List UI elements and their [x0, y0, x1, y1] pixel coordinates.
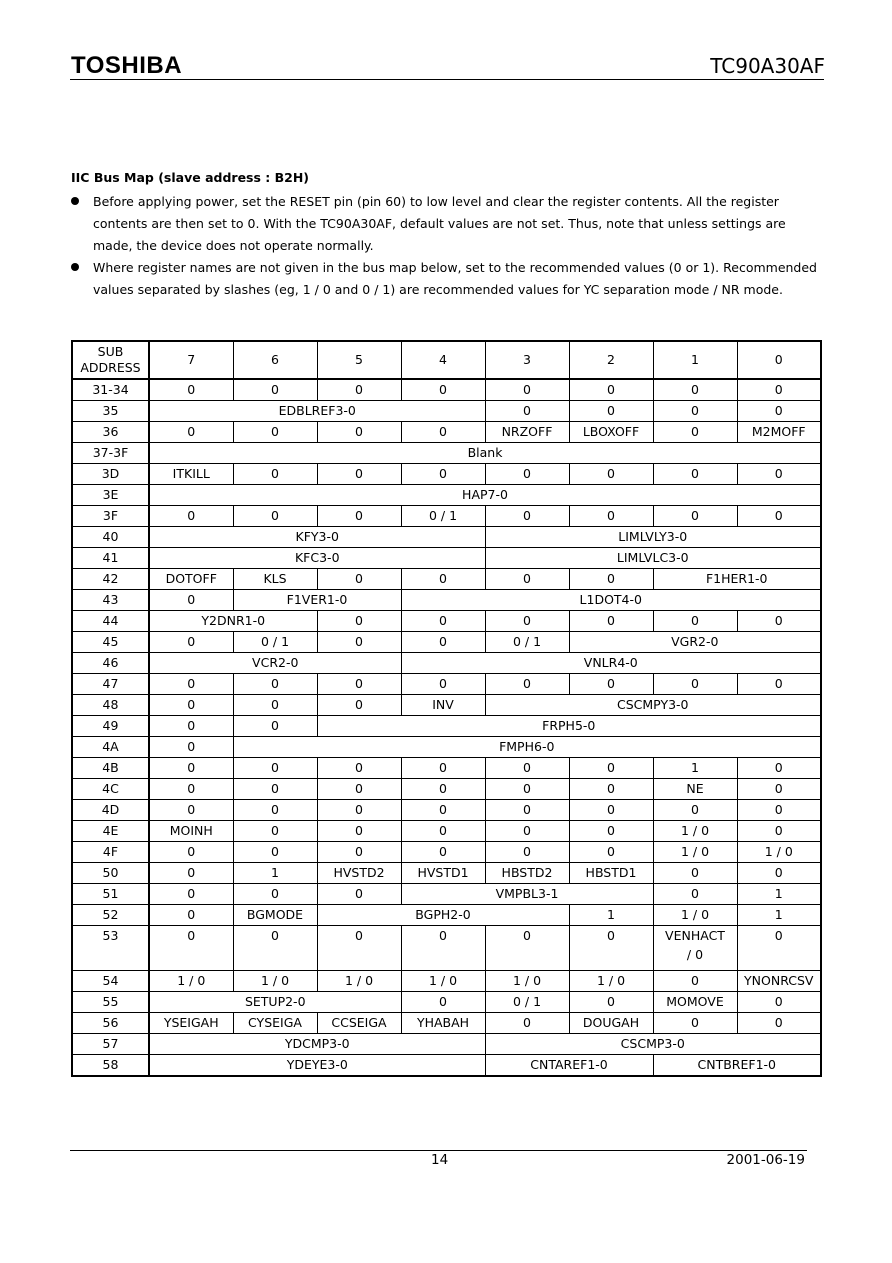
register-cell: 0: [653, 379, 737, 401]
register-cell: KLS: [233, 569, 317, 590]
sub-address-cell: 48: [72, 695, 149, 716]
register-cell: 0: [737, 506, 821, 527]
header-bit-4: 4: [401, 341, 485, 379]
register-cell: CNTBREF1-0: [653, 1055, 821, 1077]
register-cell: 0: [485, 464, 569, 485]
register-cell: 0: [233, 464, 317, 485]
register-cell: 0: [233, 779, 317, 800]
register-cell: 0: [653, 611, 737, 632]
table-row: [72, 1055, 821, 1077]
register-cell: 0: [569, 506, 653, 527]
table-row: [72, 464, 821, 485]
sub-address-cell: 35: [72, 401, 149, 422]
sub-address-cell: 36: [72, 422, 149, 443]
header-bit-1: 1: [653, 341, 737, 379]
bullet-list: [71, 191, 821, 301]
table-body: [72, 341, 821, 1076]
register-cell: VCR2-0: [149, 653, 401, 674]
part-number: TC90A30AF: [710, 54, 825, 78]
sub-address-cell: 4A: [72, 737, 149, 758]
table-row: [72, 590, 821, 611]
register-cell: CNTAREF1-0: [485, 1055, 653, 1077]
sub-address-cell: 40: [72, 527, 149, 548]
register-cell: 1 / 0: [149, 971, 233, 992]
register-cell: 0: [317, 422, 401, 443]
table-row: [72, 716, 821, 737]
register-cell: 0: [737, 674, 821, 695]
register-cell: 0: [737, 800, 821, 821]
register-cell: 0: [401, 464, 485, 485]
bullet-icon: [71, 197, 79, 205]
register-cell: 0: [233, 842, 317, 863]
register-cell: 0: [401, 992, 485, 1013]
register-cell: 0: [653, 971, 737, 992]
register-cell: 0: [233, 800, 317, 821]
register-cell: 0: [317, 758, 401, 779]
header-bit-5: 5: [317, 341, 401, 379]
register-cell: 0: [149, 632, 233, 653]
register-cell: 0: [737, 758, 821, 779]
sub-address-cell: 42: [72, 569, 149, 590]
sub-address-cell: 56: [72, 1013, 149, 1034]
table-row: [72, 800, 821, 821]
register-cell: 0: [317, 884, 401, 905]
header-rule: [70, 79, 824, 80]
header-bit-0: 0: [737, 341, 821, 379]
bullet-text: Before applying power, set the RESET pin (pin 60) to low level and clear the register contents. All the register contents are then set to 0. With the TC90A30AF, default values are not set. Thus, note that unless settings are made, the device does not operate normally.: [93, 194, 786, 253]
register-cell: 0: [401, 842, 485, 863]
register-cell: CSCMP3-0: [485, 1034, 821, 1055]
sub-address-cell: 4C: [72, 779, 149, 800]
register-cell: YSEIGAH: [149, 1013, 233, 1034]
register-cell: 0: [485, 800, 569, 821]
register-cell: 0: [317, 464, 401, 485]
register-cell: [653, 926, 737, 971]
iic-bus-map-table: [71, 340, 822, 1077]
register-cell: CYSEIGA: [233, 1013, 317, 1034]
register-cell: YDCMP3-0: [149, 1034, 485, 1055]
register-cell: 0: [317, 569, 401, 590]
register-cell: 1 / 0: [653, 821, 737, 842]
register-cell: 0: [401, 422, 485, 443]
register-cell: Blank: [149, 443, 821, 464]
header-sub-address: SUB ADDRESS: [72, 341, 149, 379]
table-row: [72, 779, 821, 800]
register-cell: 0: [233, 758, 317, 779]
register-cell: 0: [233, 716, 317, 737]
register-cell: ITKILL: [149, 464, 233, 485]
register-cell: INV: [401, 695, 485, 716]
register-cell: 1 / 0: [233, 971, 317, 992]
section-title: IIC Bus Map (slave address : B2H): [71, 170, 310, 185]
bullet-item: [71, 257, 821, 301]
register-cell: 1: [233, 863, 317, 884]
register-cell: SETUP2-0: [149, 992, 401, 1013]
register-cell: 0: [569, 674, 653, 695]
register-cell: 0: [149, 590, 233, 611]
sub-address-cell: 4E: [72, 821, 149, 842]
register-cell: 0: [149, 737, 233, 758]
register-cell: BGMODE: [233, 905, 317, 926]
register-cell: 0: [149, 716, 233, 737]
register-cell: KFY3-0: [149, 527, 485, 548]
register-cell: 0: [401, 632, 485, 653]
sub-address-cell: 51: [72, 884, 149, 905]
table-row: [72, 401, 821, 422]
register-cell: HVSTD2: [317, 863, 401, 884]
register-cell: NRZOFF: [485, 422, 569, 443]
register-cell: VMPBL3-1: [401, 884, 653, 905]
register-cell: 0: [149, 422, 233, 443]
register-cell: L1DOT4-0: [401, 590, 821, 611]
register-cell: 0: [317, 506, 401, 527]
table-row: [72, 548, 821, 569]
register-cell: 1 / 0: [401, 971, 485, 992]
register-cell: 0: [401, 569, 485, 590]
header-bit-3: 3: [485, 341, 569, 379]
register-cell: Y2DNR1-0: [149, 611, 317, 632]
sub-address-cell: 47: [72, 674, 149, 695]
bullet-text: Where register names are not given in the bus map below, set to the recommended values (0 or 1). Recommended values separated by slashes (eg, 1 / 0 and 0 / 1) are recommended values for YC separation mode / NR mode.: [93, 260, 817, 297]
sub-address-cell: 3D: [72, 464, 149, 485]
register-cell: DOTOFF: [149, 569, 233, 590]
register-cell: 0: [737, 821, 821, 842]
register-cell: 0: [401, 379, 485, 401]
register-cell: NE: [653, 779, 737, 800]
register-cell: 0: [737, 992, 821, 1013]
footer-rule: [70, 1150, 807, 1151]
register-cell: 0: [737, 379, 821, 401]
register-cell: 0: [401, 800, 485, 821]
register-cell: YNONRCSV: [737, 971, 821, 992]
register-cell: 0: [233, 821, 317, 842]
register-cell: YHABAH: [401, 1013, 485, 1034]
register-cell: FRPH5-0: [317, 716, 821, 737]
register-cell: 0: [653, 1013, 737, 1034]
register-cell: 0: [485, 611, 569, 632]
table-row: [72, 379, 821, 401]
sub-address-cell: 43: [72, 590, 149, 611]
register-cell: 0: [485, 842, 569, 863]
sub-address-cell: 4D: [72, 800, 149, 821]
register-cell: 0: [233, 926, 317, 971]
register-cell: 0: [317, 800, 401, 821]
register-cell: 0: [149, 779, 233, 800]
table-row: [72, 971, 821, 992]
table-row: [72, 1013, 821, 1034]
register-cell-line: VENHACT: [665, 928, 725, 943]
register-cell: 0: [317, 674, 401, 695]
register-cell: LIMLVLC3-0: [485, 548, 821, 569]
register-cell: 1 / 0: [569, 971, 653, 992]
register-cell: 0: [233, 695, 317, 716]
register-cell: 0: [401, 821, 485, 842]
register-cell: 0: [569, 569, 653, 590]
register-cell: 0: [149, 905, 233, 926]
brand-logo: TOSHIBA: [71, 52, 183, 79]
register-cell: 0: [653, 464, 737, 485]
register-cell: HAP7-0: [149, 485, 821, 506]
table-row: [72, 674, 821, 695]
register-cell: 0: [317, 926, 401, 971]
register-cell: 0: [401, 926, 485, 971]
table-row: [72, 695, 821, 716]
register-cell: 0: [653, 863, 737, 884]
header-bit-2: 2: [569, 341, 653, 379]
register-cell: 0 / 1: [233, 632, 317, 653]
register-cell: 0: [149, 800, 233, 821]
table-row: [72, 926, 821, 971]
register-cell: 1: [653, 758, 737, 779]
register-cell: 0: [737, 464, 821, 485]
register-cell: F1HER1-0: [653, 569, 821, 590]
register-cell: 0: [485, 926, 569, 971]
register-cell: BGPH2-0: [317, 905, 569, 926]
sub-address-cell: 50: [72, 863, 149, 884]
sub-address-cell: 3E: [72, 485, 149, 506]
register-cell: 0: [233, 422, 317, 443]
document-date: 2001-06-19: [726, 1152, 805, 1168]
register-cell: 0: [485, 1013, 569, 1034]
register-cell: 0: [233, 506, 317, 527]
register-cell: 0: [569, 821, 653, 842]
page-number: 14: [431, 1152, 449, 1168]
register-cell: 1 / 0: [737, 842, 821, 863]
sub-address-cell: 49: [72, 716, 149, 737]
register-cell: 0: [653, 800, 737, 821]
register-cell: 0: [485, 506, 569, 527]
register-cell: 1: [737, 905, 821, 926]
sub-address-cell: 44: [72, 611, 149, 632]
sub-address-cell: 41: [72, 548, 149, 569]
sub-address-cell: 3F: [72, 506, 149, 527]
table-row: [72, 821, 821, 842]
register-cell: VNLR4-0: [401, 653, 821, 674]
register-cell: 0: [485, 779, 569, 800]
register-cell: 0: [737, 779, 821, 800]
register-cell: 1 / 0: [653, 905, 737, 926]
table-row: [72, 506, 821, 527]
table-row: [72, 422, 821, 443]
register-cell: 0: [569, 464, 653, 485]
register-cell: EDBLREF3-0: [149, 401, 485, 422]
register-cell: CCSEIGA: [317, 1013, 401, 1034]
sub-address-cell: 54: [72, 971, 149, 992]
register-cell: 0: [569, 758, 653, 779]
register-cell: 0: [485, 821, 569, 842]
sub-address-cell: 4B: [72, 758, 149, 779]
register-cell: 0: [149, 884, 233, 905]
register-cell: VGR2-0: [569, 632, 821, 653]
register-cell: 0: [653, 401, 737, 422]
register-cell: LBOXOFF: [569, 422, 653, 443]
table-row: [72, 569, 821, 590]
register-cell: 0: [737, 1013, 821, 1034]
table-row: [72, 611, 821, 632]
register-cell: 0: [149, 926, 233, 971]
register-cell: 0: [485, 379, 569, 401]
table-row: [72, 653, 821, 674]
register-cell: 0: [653, 884, 737, 905]
sub-address-cell: 53: [72, 926, 149, 971]
register-cell: MOINH: [149, 821, 233, 842]
register-cell: 0: [317, 611, 401, 632]
register-cell: 0 / 1: [401, 506, 485, 527]
register-cell: 0: [401, 758, 485, 779]
register-cell: 0: [317, 842, 401, 863]
bullet-item: [71, 191, 821, 257]
table-row: [72, 1034, 821, 1055]
register-cell: 0: [737, 611, 821, 632]
sub-address-cell: 45: [72, 632, 149, 653]
table-row: [72, 842, 821, 863]
register-cell: 0: [317, 821, 401, 842]
register-cell: 0: [149, 695, 233, 716]
register-cell: 0: [233, 884, 317, 905]
register-cell: 0: [569, 926, 653, 971]
register-cell: 0: [149, 674, 233, 695]
register-cell: 0: [149, 758, 233, 779]
bullet-icon: [71, 263, 79, 271]
register-cell: HBSTD1: [569, 863, 653, 884]
register-cell: 0: [737, 401, 821, 422]
table-row: [72, 527, 821, 548]
register-cell: 0: [233, 379, 317, 401]
register-cell: 0: [317, 379, 401, 401]
register-cell: 0: [569, 401, 653, 422]
sub-address-cell: 52: [72, 905, 149, 926]
table-row: [72, 884, 821, 905]
register-cell: M2MOFF: [737, 422, 821, 443]
sub-address-cell: 58: [72, 1055, 149, 1077]
register-cell: 0: [569, 611, 653, 632]
register-cell: CSCMPY3-0: [485, 695, 821, 716]
header-bit-6: 6: [233, 341, 317, 379]
register-cell: 0: [737, 926, 821, 971]
sub-address-cell: 46: [72, 653, 149, 674]
register-cell: 1: [569, 905, 653, 926]
register-cell: HVSTD1: [401, 863, 485, 884]
register-cell: F1VER1-0: [233, 590, 401, 611]
register-cell: 0: [149, 863, 233, 884]
register-cell: 0: [149, 379, 233, 401]
register-cell: 1: [737, 884, 821, 905]
register-cell: 0: [569, 779, 653, 800]
register-cell: 0: [569, 800, 653, 821]
register-cell: 0: [317, 695, 401, 716]
table-header-row: [72, 341, 821, 379]
register-cell: 0: [401, 611, 485, 632]
register-cell: 0: [485, 674, 569, 695]
register-cell: LIMLVLY3-0: [485, 527, 821, 548]
register-cell-line: / 0: [686, 947, 704, 962]
register-cell: 0: [485, 758, 569, 779]
table-row: [72, 758, 821, 779]
register-cell: FMPH6-0: [233, 737, 821, 758]
register-cell: 0: [653, 422, 737, 443]
register-cell: 0 / 1: [485, 992, 569, 1013]
register-cell: 0: [233, 674, 317, 695]
table-row: [72, 863, 821, 884]
register-cell: 0: [569, 379, 653, 401]
sub-address-cell: 37-3F: [72, 443, 149, 464]
register-cell: 0: [317, 632, 401, 653]
register-cell: 0: [401, 779, 485, 800]
register-cell: HBSTD2: [485, 863, 569, 884]
register-cell: 0: [653, 506, 737, 527]
sub-address-cell: 55: [72, 992, 149, 1013]
register-cell: KFC3-0: [149, 548, 485, 569]
register-cell: 0: [569, 842, 653, 863]
register-cell: 0: [569, 992, 653, 1013]
register-cell: YDEYE3-0: [149, 1055, 485, 1077]
register-cell: 1 / 0: [317, 971, 401, 992]
sub-address-cell: 4F: [72, 842, 149, 863]
register-cell: 0: [401, 674, 485, 695]
register-cell: 0 / 1: [485, 632, 569, 653]
register-cell: 0: [653, 674, 737, 695]
register-cell: 0: [149, 506, 233, 527]
table-row: [72, 632, 821, 653]
sub-address-cell: 57: [72, 1034, 149, 1055]
register-cell: 0: [485, 401, 569, 422]
register-cell: 1 / 0: [653, 842, 737, 863]
register-cell: DOUGAH: [569, 1013, 653, 1034]
table-row: [72, 443, 821, 464]
table-row: [72, 737, 821, 758]
table-row: [72, 992, 821, 1013]
register-cell: 1 / 0: [485, 971, 569, 992]
register-cell: 0: [149, 842, 233, 863]
register-cell: 0: [317, 779, 401, 800]
register-cell: MOMOVE: [653, 992, 737, 1013]
header-bit-7: 7: [149, 341, 233, 379]
sub-address-cell: 31-34: [72, 379, 149, 401]
table-row: [72, 485, 821, 506]
table-row: [72, 905, 821, 926]
register-cell: 0: [737, 863, 821, 884]
register-cell: 0: [485, 569, 569, 590]
